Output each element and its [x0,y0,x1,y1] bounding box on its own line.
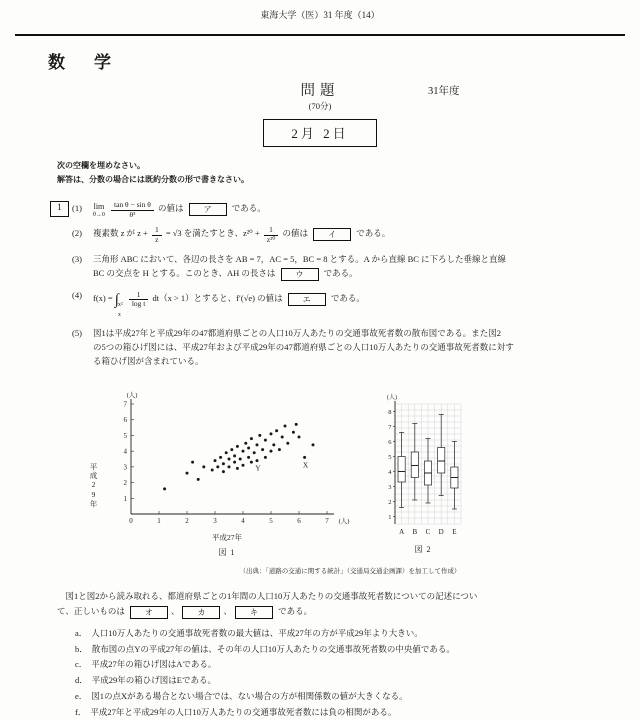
svg-text:4: 4 [388,468,392,476]
figure-source-note: （出典：「道路の交通に関する統計」（交通局交通企画課）を加工して作成） [239,567,461,575]
fraction [152,226,162,244]
page-header: 東海大学（医）31 年度（14） [260,10,380,20]
answer-box-ki: キ [235,606,273,619]
item-text-line-2 [93,266,610,281]
svg-text:7: 7 [388,423,392,431]
separator: 、 [223,605,232,616]
svg-text:5: 5 [388,453,392,461]
svg-text:5: 5 [123,431,127,440]
fraction-numerator: 1 [129,291,149,301]
option-a-text: 人口10万人あたりの交通事故死者数の最大値は、平成27年の方が平成29年より大きい。 [91,627,423,638]
option-a [75,627,610,641]
option-b-label: b． [75,643,88,654]
svg-text:(人): (人) [126,391,138,399]
option-c-label: c． [75,659,88,670]
subject-title: 数 学 [48,53,117,72]
item-1-label: (1) [72,203,82,214]
integral-lower-limit: x [117,312,121,319]
svg-text:4: 4 [241,516,245,525]
svg-text:2: 2 [185,516,189,525]
question-1-items [72,201,610,368]
q2-text: て、正しいものは [57,605,125,616]
duration-label: (70分) [308,101,332,111]
answer-box-u: ウ [281,268,319,281]
year-label: 31年度 [428,86,460,97]
q1-item-3 [72,252,610,281]
svg-text:C: C [425,527,431,536]
svg-text:1: 1 [157,516,161,525]
fraction-numerator: 1 [152,226,162,236]
answer-box-e: エ [288,293,326,306]
svg-text:2: 2 [123,479,127,488]
q1-item-2 [72,226,610,244]
instruction-line-1: 次の空欄を埋めなさい。 [57,161,145,170]
option-e [75,690,610,704]
svg-text:5: 5 [269,516,273,525]
svg-text:4: 4 [123,447,127,456]
svg-text:X: X [302,460,309,470]
q1-item-5 [72,326,610,368]
svg-text:7: 7 [123,400,127,409]
fraction [264,226,279,244]
figure-1-caption: 図 1 [218,547,236,557]
scatter-x-axis-title: 平成27年 [212,532,242,542]
answer-box-a: ア [189,203,227,216]
item-text: である。 [356,228,391,239]
svg-text:(人): (人) [387,394,397,401]
option-b-text: 散布図の点Yの平成27年の値は、その年の人口10万人あたりの交通事故死者数の中央値である。 [91,643,455,654]
fraction-denominator: θ³ [129,209,136,219]
limit-expression [93,203,105,218]
fraction-denominator: z [155,235,159,245]
q2-line-1: 図1と図2から読み取れる、都道府県ごとの1年間の人口10万人あたりの交通事故死者数についての記述につい [57,590,478,601]
item-2-label: (2) [72,228,82,239]
option-f-text: 平成27年と平成29年の人口10万人あたりの交通事故死者数には負の相関がある。 [90,706,397,717]
q1-item-4 [72,288,610,319]
header-rule [15,34,625,36]
answer-options [75,627,610,719]
svg-text:3: 3 [388,483,392,491]
option-c [75,658,610,672]
svg-text:(人): (人) [338,517,350,525]
option-d-label: d． [75,675,88,686]
scatter-y-axis-title: 平成29年 [89,463,98,509]
fraction-numerator: 1 [264,226,279,236]
item-text: である。 [231,203,266,214]
option-f [75,706,610,719]
svg-text:D: D [438,527,444,536]
option-e-label: e． [75,690,88,701]
separator: 、 [170,605,180,616]
problem-title: 問題 [300,83,340,99]
item-5-label: (5) [72,327,82,338]
svg-text:6: 6 [297,516,301,525]
option-c-text: 平成27年の箱ひげ図はAである。 [91,659,217,670]
figure-1 [88,390,353,558]
item-text-line-3: る箱ひげ図が含まれている。 [93,355,204,366]
svg-text:A: A [399,527,405,536]
svg-text:2: 2 [388,498,392,506]
figures-row [88,390,640,558]
item-text: である。 [323,267,358,278]
scatter-plot [101,390,353,534]
q2-text: である。 [278,605,313,616]
answer-box-o: オ [130,606,168,619]
instructions [57,159,640,186]
question-1 [0,201,640,368]
svg-text:0: 0 [129,516,133,525]
exam-date-box: 2月 2日 [263,119,377,147]
option-a-label: a． [75,627,88,638]
answer-box-i: イ [313,228,351,241]
limit-operator: lim [93,201,105,211]
box-plot [379,392,467,540]
item-text: の値は [282,228,308,239]
item-text: の値は [157,203,184,214]
figure-2-caption: 図 2 [414,544,432,554]
option-b [75,643,610,657]
svg-text:7: 7 [325,516,329,525]
instruction-line-2: 解答は、分数の場合には既約分数の形で書きなさい。 [57,174,249,184]
answer-box-ka: カ [182,606,220,619]
figure-2 [379,392,467,555]
item-text-line-1: 三角形 ABC において、各辺の長さを AB = 7，AC = 5，BC = 8 とする。A から直線 BC に下ろした垂線と直線 [93,253,507,264]
item-text: 複素数 z が z + [93,228,148,239]
svg-text:6: 6 [123,416,127,425]
item-text: dt（x > 1）とすると、f′(√e) の値は [152,292,283,303]
option-e-text: 図1の点Xがある場合とない場合では、ない場合の方が相関係数の値が大きくなる。 [91,690,408,701]
svg-text:8: 8 [388,408,392,416]
fraction-denominator: log t [131,299,146,309]
svg-text:E: E [452,527,457,536]
integral-limits [118,302,123,319]
fraction-denominator: z²⁰ [266,235,276,245]
item-3-label: (3) [72,253,82,264]
option-d-text: 平成29年の箱ひげ図はEである。 [91,675,216,686]
option-d [75,674,610,688]
item-text: f(x) = [93,292,113,303]
item-text-line-1: 図1は平成27年と平成29年の47都道府県ごとの人口10万人あたりの交通事故死者数の散布図である。また図2 [93,327,502,338]
item-text-line-2: の5つの箱ひげ図には、平成27年および平成29年の47都道府県ごとの人口10万人あたりの交通事故死者数に対す [93,341,514,352]
option-f-label: f． [75,706,87,717]
fraction-numerator: tan θ − sin θ [111,201,154,211]
title-row [0,79,640,99]
svg-text:1: 1 [388,513,392,521]
svg-text:3: 3 [213,516,217,525]
question-1-number: 1 [50,201,69,216]
integral-upper-limit: x² [117,301,123,308]
item-4-label: (4) [72,289,82,300]
limit-subscript: θ→0 [93,211,105,218]
item-text: である。 [330,292,365,303]
question-2-paragraph [57,589,583,619]
fraction [129,291,149,309]
svg-text:1: 1 [123,494,127,503]
svg-text:Y: Y [255,463,261,473]
item-text: = √3 を満たすとき、z²⁰ + [165,228,260,239]
item-text: BC の交点を H とする。このとき、AH の長さは [93,267,276,278]
svg-text:6: 6 [388,438,392,446]
svg-text:B: B [412,527,418,536]
q2-line-2 [57,604,583,619]
integral-sign: ∫ [114,291,119,308]
q1-item-1 [72,201,610,219]
svg-text:3: 3 [123,463,127,472]
fraction [111,201,154,219]
